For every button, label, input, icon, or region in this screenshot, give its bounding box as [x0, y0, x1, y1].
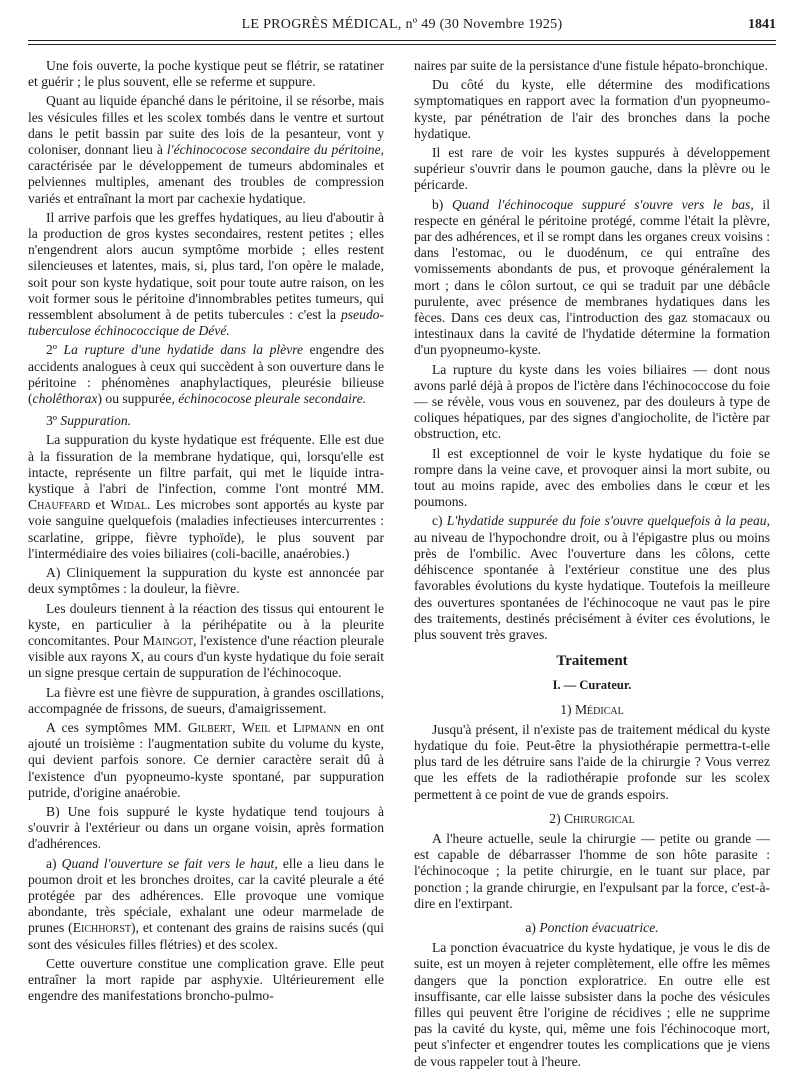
author-name: Chauffard [28, 497, 91, 513]
subsection-title: I. — Curateur. [552, 678, 632, 693]
italic-term: La rupture d'une hydatide dans la plèvre [63, 342, 304, 358]
author-name: Gilbert [187, 719, 233, 735]
paragraph: Il est exceptionnel de voir le kyste hydatique du foie se rompre dans la veine cave, et provoquer ainsi la mort subite, ou tout au moins rapide, avec des embolies dans le cœur et les poumons. [414, 445, 770, 510]
header-rule-double [28, 44, 776, 45]
paragraph: B) Une fois suppuré le kyste hydatique tend toujours à s'ouvrir à l'extérieur ou dans un organe voisin, après formation d'adhérences. [28, 803, 384, 852]
paragraph: Cette ouverture constitue une complication grave. Elle peut entraîner la mort rapide par asphyxie. Ultérieurement elle engendre des manifestations broncho-pulmo- [28, 955, 384, 1004]
author-name: Lipmann [293, 719, 341, 735]
paragraph: Les douleurs tiennent à la réaction des tissus qui entourent le kyste, en particulier à la périhépatite ou à la pleurite concomitantes. Pour Maingot, l'existence d'une réaction pleurale visible aux rayons X, au cours d'un kyste hydatique du foie serait un signe presque certain de suppuration de l'échinocoque. [28, 600, 384, 681]
page-number: 1841 [748, 17, 776, 32]
subsection-title: 1) Médical [560, 701, 624, 717]
paragraph: La rupture du kyste dans les voies biliaires — dont nous avons parlé déjà à propos de l'ictère dans l'échinococcose du foie — se révèle, vous vous en souvenez, par des douleurs à type de coliques hépatiques, par des signes d'angiocholite, de l'ictère par obstruction, etc. [414, 361, 770, 442]
paragraph: Une fois ouverte, la poche kystique peut se flétrir, se ratatiner et guérir ; le plus souvent, elle se referme et suppure. [28, 58, 384, 90]
paragraph: La ponction évacuatrice du kyste hydatique, je vous le dis de suite, est un moyen à rejeter complètement, elle offre les mêmes dangers que la ponction exploratrice. En outre elle est insuffisante, car elle laisse subsister dans la poche des vésicules filles qui peuvent être l'origine de récidives ; elle ne supprime pas la cavité du kyste, qui, même une fois l'échinocoque mort, peut s'infecter et engendrer toutes les complications que je viens de vous rappeler tout à l'heure. [414, 940, 770, 1069]
paragraph: Il arrive parfois que les greffes hydatiques, au lieu d'aboutir à la production de gros kystes secondaires, restent petites ; elles n'engendrent alors aucun symptôme morbide ; elles restent silencieuses et latentes, mais, si, plus tard, l'on opère le malade, soit pour son kyste hydatique, soit pour toute autre raison, on les voit former sous le péritoine d'innombrables petites tumeurs, qui ressemblent absolument à de petits tubercules : c'est la pseudo-tuberculose échinococcique de Dévé. [28, 209, 384, 339]
subsection-title: 2) Chirurgical [549, 810, 635, 826]
paragraph: La suppuration du kyste hydatique est fréquente. Elle est due à la fissuration de la membrane hydatique, qui, lorsqu'elle est intacte, représente un filtre parfait, qui met le liquide intra-kystique à l'abri de l'infection, comme l'ont montré MM. Chauffard et Widal. Les microbes sont apportés au kyste par voie sanguine quelquefois (maladies infectieuses intercurrentes : scarlatine, grippe, fièvre typhoïde), le plus souvent par l'intermédiaire des voies biliaires (coli-bacille, anaérobies.) [28, 432, 384, 561]
section-heading: 3º Suppuration. [46, 413, 132, 429]
paragraph: Quant au liquide épanché dans le péritoine, il se résorbe, mais les vésicules filles et les scolex tombés dans le ventre et surtout dans le petit bassin par suite des lois de la pesanteur, vont y coloniser, donnant lieu à l'échinococose secondaire du péritoine, caractérisée par le développement de tumeurs abdominales et pelviennes multiples, amenant des troubles de compression variés et entraînant la mort par cachexie hydatique. [28, 93, 384, 206]
paragraph: Il est rare de voir les kystes suppurés à développement supérieur s'ouvrir dans le poumon gauche, dans la plèvre ou le péricarde. [414, 145, 770, 193]
paragraph: 2º La rupture d'une hydatide dans la plèvre engendre des accidents analogues à ceux qui succèdent à son ouverture dans le péritoine : phénomènes anaphylactiques, pleurésie bilieuse (cholêthorax) ou suppurée, échinococose pleurale secondaire. [28, 342, 384, 407]
italic-term: Quand l'échinocoque suppuré s'ouvre vers le bas, [452, 196, 754, 212]
author-name: Weil [241, 719, 271, 735]
paragraph: naires par suite de la persistance d'une fistule hépato-bronchique. [414, 58, 768, 73]
header-rule [28, 40, 776, 41]
paragraph: A l'heure actuelle, seule la chirurgie — petite ou grande — est capable de débarrasser l'homme de son hôte parasite : l'échinocoque ; la petite chirurgie, en le tuant sur place, par ponction ; la grande chirurgie, en l'expulsant par la force, c'est-à-dire en l'extirpant. [414, 830, 770, 911]
subsection-title: a) Ponction évacuatrice. [525, 919, 659, 935]
right-column [414, 58, 770, 1073]
paragraph: A ces symptômes MM. Gilbert, Weil et Lipmann en ont ajouté un troisième : l'augmentation subite du volume du kyste, qui devient parfois sonore. Ce dernier caractère serait dû à l'existence d'un pyopneumo-kyste spontané, par suppuration putride, d'origine anaérobie. [28, 719, 384, 800]
italic-term: L'hydatide suppurée du foie s'ouvre quelquefois à la peau, [446, 513, 770, 529]
paragraph: A) Cliniquement la suppuration du kyste est annoncée par deux symptômes : la douleur, la fièvre. [28, 565, 384, 597]
left-column [28, 58, 384, 1007]
italic-term: pseudo-tuberculose échinococcique de Dévé. [28, 307, 384, 339]
author-name: Maingot [142, 632, 194, 648]
italic-term: l'échinococose secondaire du péritoine, [166, 142, 384, 158]
paragraph: a) Quand l'ouverture se fait vers le haut, elle a lieu dans le poumon droit et les bronches droites, car la cavité pleurale a été protégée par des adhérences. Elle provoque une vomique abondante, très spéciale, exhalant une odeur marmelade de prunes (Eichhorst), et contenant des grains de raisins sucés (qui sont des vésicules filles flétries) et des scolex. [28, 855, 384, 952]
journal-title: LE PROGRÈS MÉDICAL, nº 49 (30 Novembre 1925) [241, 17, 563, 32]
italic-term: Quand l'ouverture se fait vers le haut, [61, 855, 278, 871]
author-name: Eichhorst [72, 920, 132, 936]
paragraph: La fièvre est une fièvre de suppuration, à grandes oscillations, accompagnée de frissons, de sueurs, d'amaigrissement. [28, 684, 384, 716]
running-header [28, 14, 776, 38]
section-title: Traitement [556, 653, 628, 670]
paragraph: c) L'hydatide suppurée du foie s'ouvre quelquefois à la peau, au niveau de l'hypochondre droit, ou à l'épigastre plus ou moins près de l'ombilic. Avec l'ouverture dans les côlons, cette déhiscence spontanée à l'extérieur constitue une des plus favorables évolutions du kyste hydatique. Toutefois la meilleure des ouvertures spontanées de l'échinocoque ne vaut pas le pire des traitements, destinés précisément à éviter ces évolutions, le plus souvent très graves. [414, 513, 770, 642]
paragraph: b) Quand l'échinocoque suppuré s'ouvre vers le bas, il respecte en général le péritoine protégé, comme l'était la plèvre, par des adhérences, et il se rompt dans les organes creux voisins : dans l'estomac, ou le duodénum, ce qui entraîne des vomissements abondants de pus, et provoque généralement la mort ; dans le côlon surtout, ce qui se traduit par une débâcle purulente, avec présence de membranes hydatiques dans les fèces. Dans ces deux cas, l'introduction des gaz stomacaux ou intestinaux dans la cavité de l'hydatide détermine la formation d'un pyopneumo-kyste. [414, 196, 770, 358]
author-name: Widal [110, 497, 148, 513]
paragraph: Jusqu'à présent, il n'existe pas de traitement médical du kyste hydatique du foie. Peut-être la physiothérapie permettra-t-elle plus tard de les détruire sans l'aide de la chirurgie ? Vous verrez que les effets de la radiothérapie profonde sur les scolex permettent à ce point de vue de grands espoirs. [414, 721, 770, 802]
paragraph: Du côté du kyste, elle détermine des modifications symptomatiques en rapport avec la formation d'un pyopneumo-kyste, par pénétration de l'air des bronches dans la poche hydatique. [414, 77, 770, 141]
